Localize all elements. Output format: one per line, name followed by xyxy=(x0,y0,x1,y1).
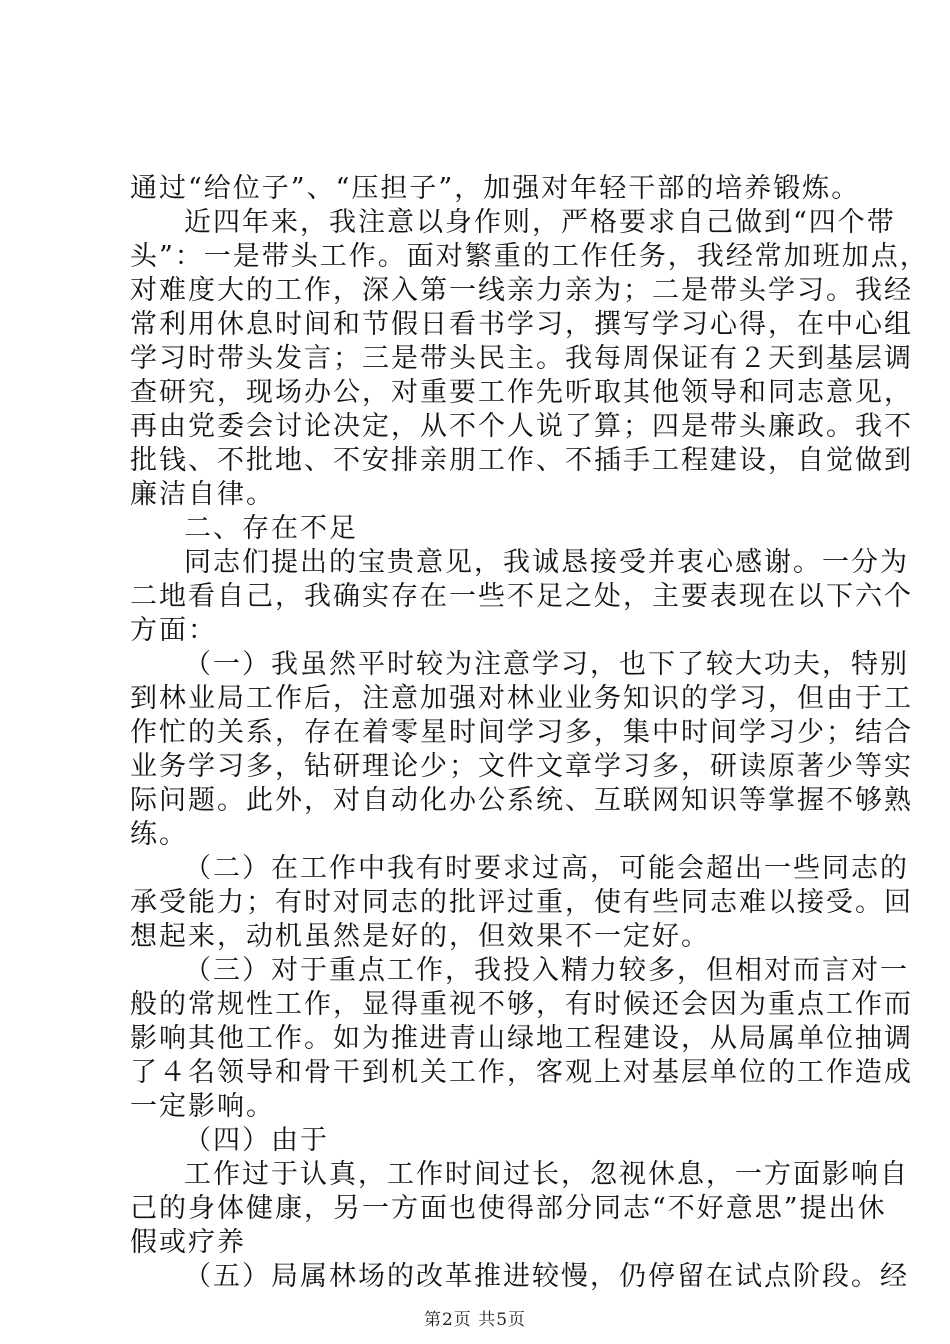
text-line: 对难度大的工作，深入第一线亲力亲为；二是带头学习。我经 xyxy=(130,275,913,306)
text-line: 近四年来，我注意以身作则，严格要求自己做到“四个带 xyxy=(184,207,896,238)
text-line: 廉洁自律。 xyxy=(130,479,275,510)
text-line: 己的身体健康，另一方面也使得部分同志“不好意思”提出休 xyxy=(130,1193,887,1224)
text-line: 再由党委会讨论决定，从不个人说了算；四是带头廉政。我不 xyxy=(130,411,913,442)
text-line: 同志们提出的宝贵意见，我诚恳接受并衷心感谢。一分为 xyxy=(184,547,909,578)
text-line: 际问题。此外，对自动化办公系统、互联网知识等掌握不够熟 xyxy=(130,785,913,816)
text-line: （四）由于 xyxy=(184,1125,329,1156)
text-line: 想起来，动机虽然是好的，但效果不一定好。 xyxy=(130,921,710,952)
text-line: 承受能力；有时对同志的批评过重，使有些同志难以接受。回 xyxy=(130,887,913,918)
text-line: 查研究，现场办公，对重要工作先听取其他领导和同志意见， xyxy=(130,377,913,408)
text-line: 一定影响。 xyxy=(130,1091,275,1122)
text-line: 工作过于认真，工作时间过长，忽视休息，一方面影响自 xyxy=(184,1159,909,1190)
text-line: 学习时带头发言；三是带头民主。我每周保证有２天到基层调 xyxy=(130,343,913,374)
text-line: （二）在工作中我有时要求过高，可能会超出一些同志的 xyxy=(184,853,909,884)
text-line: 般的常规性工作，显得重视不够，有时候还会因为重点工作而 xyxy=(130,989,913,1020)
page-footer: 第2页 共5页 xyxy=(423,1310,527,1330)
text-line: （五）局属林场的改革推进较慢，仍停留在试点阶段。经 xyxy=(184,1261,909,1292)
text-line: 二地看自己，我确实存在一些不足之处，主要表现在以下六个 xyxy=(130,581,913,612)
text-line: 批钱、不批地、不安排亲朋工作、不插手工程建设，自觉做到 xyxy=(130,445,913,476)
text-line: 影响其他工作。如为推进青山绿地工程建设，从局属单位抽调 xyxy=(130,1023,913,1054)
text-line: 头”：一是带头工作。面对繁重的工作任务，我经常加班加点， xyxy=(130,241,929,272)
text-line: 作忙的关系，存在着零星时间学习多，集中时间学习少；结合 xyxy=(130,717,913,748)
text-line: 方面： xyxy=(130,615,217,646)
text-line: （一）我虽然平时较为注意学习，也下了较大功夫，特别 xyxy=(184,649,909,680)
text-line: 常利用休息时间和节假日看书学习，撰写学习心得，在中心组 xyxy=(130,309,913,340)
text-line: 练。 xyxy=(130,819,188,850)
text-line: 业务学习多，钻研理论少；文件文章学习多，研读原著少等实 xyxy=(130,751,913,782)
text-line: （三）对于重点工作，我投入精力较多，但相对而言对一 xyxy=(184,955,909,986)
text-line: 通过“给位子”、“压担子”，加强对年轻干部的培养锻炼。 xyxy=(130,173,861,204)
text-line: 了４名领导和骨干到机关工作，客观上对基层单位的工作造成 xyxy=(130,1057,913,1088)
text-line: 假或疗养 xyxy=(130,1227,246,1258)
text-line: 到林业局工作后，注意加强对林业业务知识的学习，但由于工 xyxy=(130,683,913,714)
section-heading: 二、存在不足 xyxy=(184,513,358,544)
